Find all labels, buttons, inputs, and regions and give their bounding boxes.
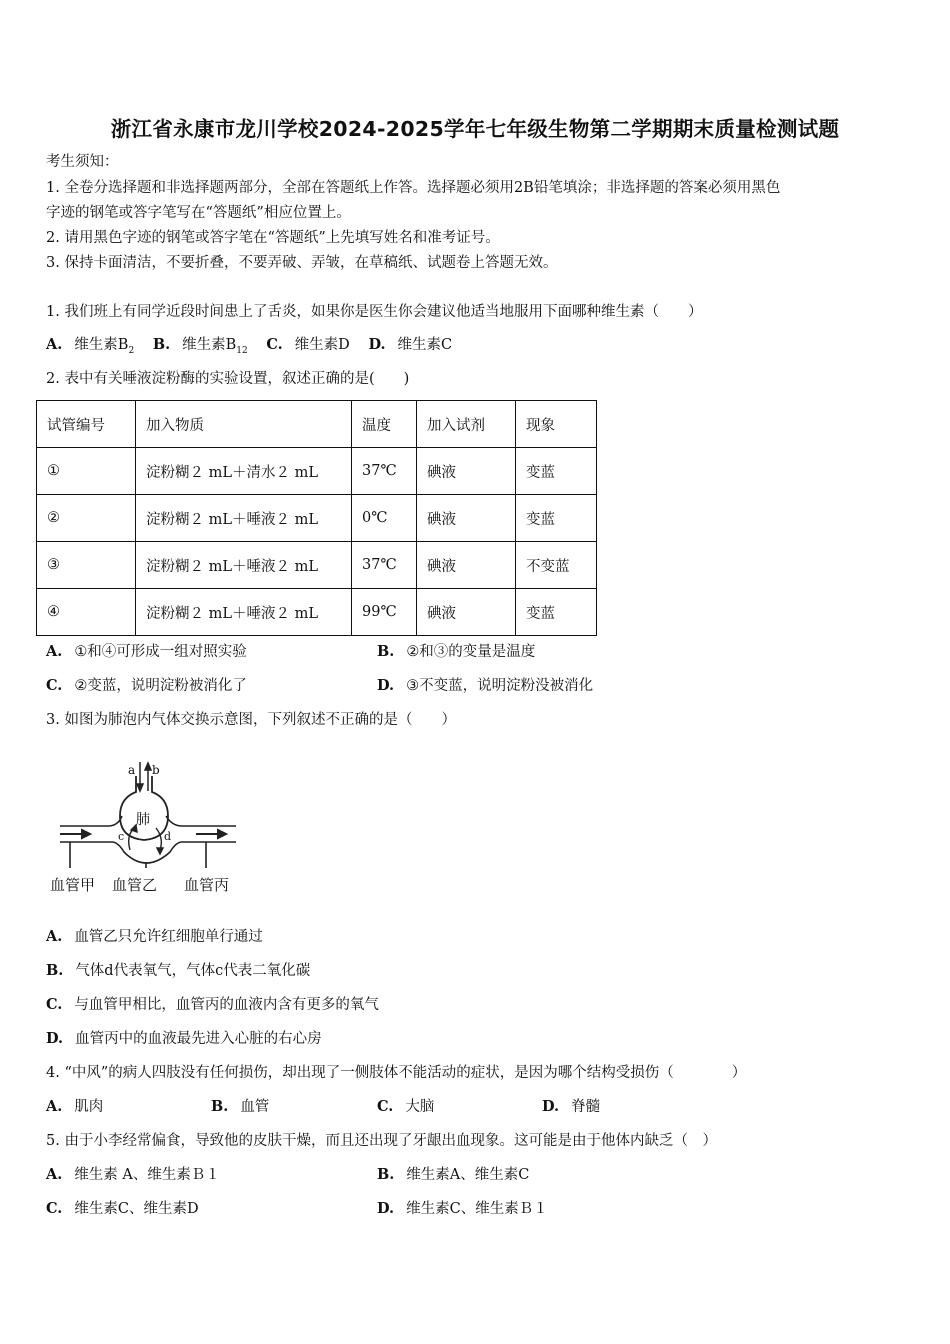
- notice-item-2: 2. 请用黑色字迹的钢笔或答字笔在“答题纸”上先填写姓名和准考证号。: [46, 230, 500, 246]
- question-4-stem: 4. “中风”的病人四肢没有任何损伤，却出现了一侧肢体不能活动的症状，是因为哪个结构受损伤（ ）: [46, 1065, 747, 1081]
- table-header: 温度: [352, 401, 417, 448]
- table-cell: 碘液: [417, 495, 516, 542]
- table-cell: 淀粉糊２ mL＋唾液２ mL: [136, 589, 352, 636]
- question-3-option-a: A. 血管乙只允许红细胞单行通过: [46, 928, 263, 945]
- table-cell: 37℃: [352, 542, 417, 589]
- question-3-option-d: D. 血管丙中的血液最先进入心脏的右心房: [46, 1030, 322, 1047]
- table-cell: 变蓝: [516, 448, 597, 495]
- notice-heading: 考生须知：: [46, 154, 119, 170]
- table-row: [37, 448, 597, 495]
- question-5-option-c: C. 维生素C、维生素D: [46, 1200, 199, 1217]
- table-cell: ②: [37, 495, 136, 542]
- option-c: C. 维生素D: [266, 336, 350, 353]
- question-2-option-a: A. ①和④可形成一组对照实验: [46, 643, 247, 660]
- notice-item-3: 3. 保持卡面清洁，不要折叠，不要弄破、弄皱，在草稿纸、试题卷上答题无效。: [46, 255, 558, 271]
- table-header: 试管编号: [37, 401, 136, 448]
- label-a: a: [128, 763, 136, 777]
- label-organ: 肺: [136, 812, 150, 828]
- table-cell: 淀粉糊２ mL＋唾液２ mL: [136, 542, 352, 589]
- option-a: A. 维生素$B_2$: [46, 336, 135, 356]
- question-1-options: [46, 335, 452, 361]
- table-header: 加入物质: [136, 401, 352, 448]
- table-cell: 变蓝: [516, 589, 597, 636]
- table-cell: 淀粉糊２ mL＋清水２ mL: [136, 448, 352, 495]
- table-cell: 碘液: [417, 589, 516, 636]
- question-2-option-d: D. ③不变蓝，说明淀粉没被消化: [377, 677, 594, 694]
- label-d: d: [164, 830, 172, 843]
- table-cell: 碘液: [417, 542, 516, 589]
- table-header: 现象: [516, 401, 597, 448]
- option-d: D. 维生素C: [368, 336, 453, 353]
- experiment-table: [36, 400, 597, 636]
- table-row: [37, 495, 597, 542]
- table-cell: 不变蓝: [516, 542, 597, 589]
- table-cell: ①: [37, 448, 136, 495]
- table-cell: ④: [37, 589, 136, 636]
- question-5-option-d: D. 维生素C、维生素Ｂ１: [377, 1200, 548, 1217]
- vessel-label-2: 血管乙: [112, 876, 158, 894]
- question-4-option-c: C. 大脑: [377, 1098, 435, 1115]
- question-2-option-b: B. ②和③的变量是温度: [377, 643, 536, 660]
- question-3-option-b: B. 气体d代表氧气，气体c代表二氧化碳: [46, 962, 311, 979]
- question-4-option-a: A. 肌肉: [46, 1098, 104, 1115]
- table-cell: 37℃: [352, 448, 417, 495]
- table-cell: 碘液: [417, 448, 516, 495]
- option-b: B. 维生素$B_{12}$: [152, 336, 248, 356]
- question-3-option-c: C. 与血管甲相比，血管丙的血液内含有更多的氧气: [46, 996, 379, 1013]
- question-2-option-c: C. ②变蓝，说明淀粉被消化了: [46, 677, 247, 694]
- table-row: [37, 542, 597, 589]
- question-4-option-d: D. 脊髓: [542, 1098, 601, 1115]
- question-5-option-a: A. 维生素 A、维生素Ｂ１: [46, 1166, 220, 1183]
- table-cell: 淀粉糊２ mL＋唾液２ mL: [136, 495, 352, 542]
- table-cell: ③: [37, 542, 136, 589]
- question-1-stem: 1. 我们班上有同学近段时间患上了舌炎，如果你是医生你会建议他适当地服用下面哪种维生素（ ）: [46, 304, 703, 320]
- table-header: 加入试剂: [417, 401, 516, 448]
- label-b: b: [152, 763, 160, 777]
- notice-item-1-cont: 字迹的钢笔或答字笔写在“答题纸”相应位置上。: [46, 205, 351, 221]
- vessel-label-1: 血管甲: [50, 876, 96, 894]
- notice-item-1: 1. 全卷分选择题和非选择题两部分，全部在答题纸上作答。选择题必须用2B铅笔填涂；非选择题的答案必须用黑色: [46, 180, 781, 196]
- question-2-stem: 2. 表中有关唾液淀粉酶的实验设置，叙述正确的是( ): [46, 371, 410, 387]
- question-4-option-b: B. 血管: [211, 1098, 270, 1115]
- table-header-row: [37, 401, 597, 448]
- question-3-stem: 3. 如图为肺泡内气体交换示意图，下列叙述不正确的是（ ）: [46, 712, 456, 728]
- label-c: c: [118, 830, 125, 843]
- alveolus-gas-exchange-diagram: [46, 758, 246, 898]
- table-cell: 99℃: [352, 589, 417, 636]
- table-row: [37, 589, 597, 636]
- exam-title: 浙江省永康市龙川学校2024-2025学年七年级生物第二学期期末质量检测试题: [110, 117, 840, 141]
- vessel-label-3: 血管丙: [184, 876, 230, 894]
- table-cell: 0℃: [352, 495, 417, 542]
- question-5-stem: 5. 由于小李经常偏食，导致他的皮肤干燥，而且还出现了牙龈出血现象。这可能是由于他体内缺乏（ ）: [46, 1133, 717, 1149]
- table-cell: 变蓝: [516, 495, 597, 542]
- question-5-option-b: B. 维生素A、维生素C: [377, 1166, 530, 1183]
